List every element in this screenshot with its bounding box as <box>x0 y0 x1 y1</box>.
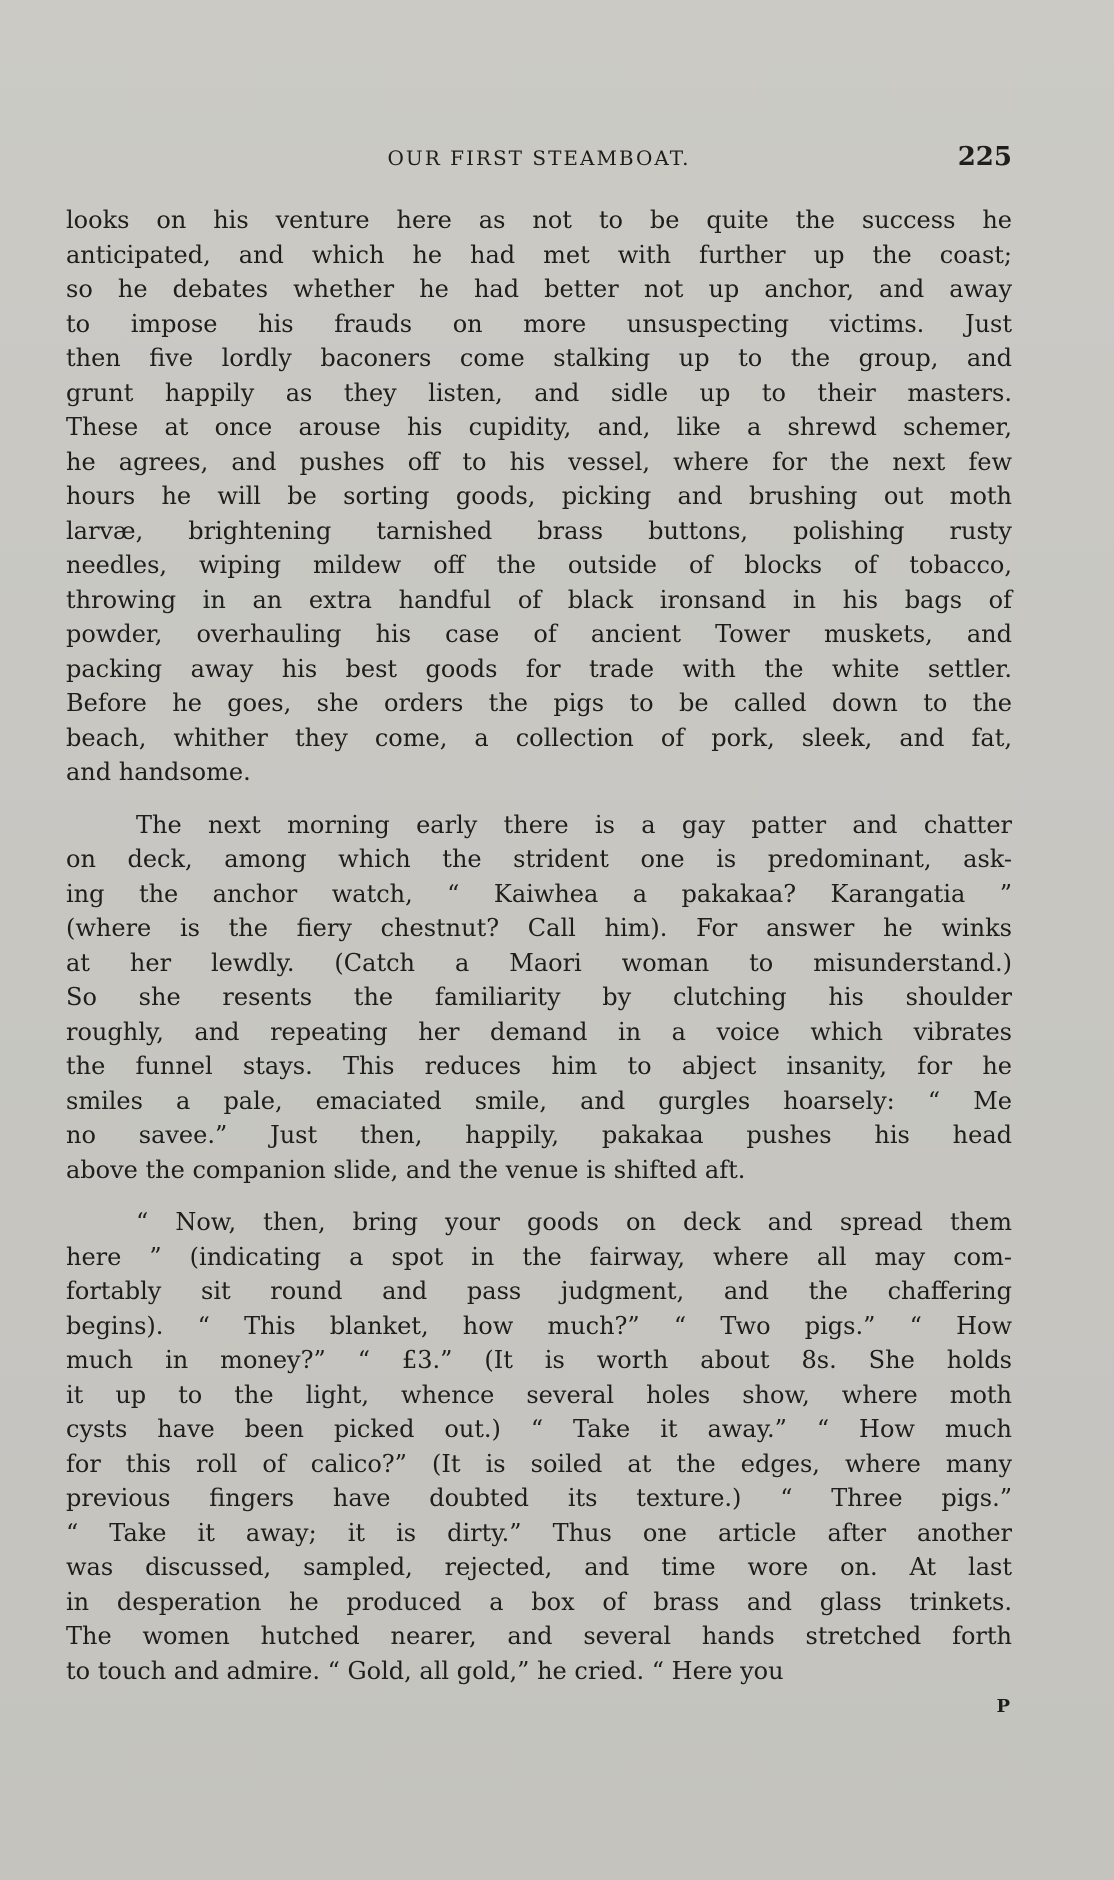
text-line: beach, whither they come, a collection of pork, sleek, and fat, <box>66 723 1012 752</box>
text-line: much in money?” “ £3.” (It is worth about 8s. She holds <box>66 1346 1012 1374</box>
paragraph <box>66 1205 1012 1688</box>
body-text <box>66 203 1012 1688</box>
text-line: packing away his best goods for trade with the white settler. <box>66 654 1012 683</box>
text-line: was discussed, sampled, rejected, and time wore on. At last <box>66 1553 1012 1581</box>
text-line: The women hutched nearer, and several hands stretched forth <box>66 1622 1012 1650</box>
text-line: for this roll of calico?” (It is soiled at the edges, where many <box>66 1449 1012 1478</box>
text-line: powder, overhauling his case of ancient Tower muskets, and <box>66 620 1012 648</box>
text-line: roughly, and repeating her demand in a voice which vibrates <box>66 1017 1012 1046</box>
text-line: to touch and admire. “ Gold, all gold,” he cried. “ Here you <box>66 1656 784 1685</box>
text-line: to impose his frauds on more unsuspecting victims. Just <box>66 309 1012 338</box>
running-title: OUR FIRST STEAMBOAT. <box>387 146 691 170</box>
text-line: in desperation he produced a box of brass and glass trinkets. <box>66 1587 1012 1616</box>
text-line: So she resents the familiarity by clutching his shoulder <box>66 983 1012 1011</box>
text-line: looks on his venture here as not to be quite the success he <box>66 206 1012 234</box>
text-line: grunt happily as they listen, and sidle up to their masters. <box>66 378 1012 407</box>
text-line: here ” (indicating a spot in the fairway, where all may com- <box>66 1242 1012 1271</box>
paragraph <box>66 203 1012 790</box>
text-line: begins). “ This blanket, how much?” “ Two pigs.” “ How <box>66 1311 1012 1340</box>
text-line: hours he will be sorting goods, picking and brushing out moth <box>66 482 1012 510</box>
text-line: he agrees, and pushes off to his vessel, where for the next few <box>66 447 1012 476</box>
text-line: anticipated, and which he had met with further up the coast; <box>66 240 1012 269</box>
text-line: then five lordly baconers come stalking up to the group, and <box>66 344 1012 372</box>
text-line: “ Take it away; it is dirty.” Thus one article after another <box>66 1518 1012 1547</box>
text-line: The next morning early there is a gay patter and chatter <box>136 810 1012 839</box>
text-line: at her lewdly. (Catch a Maori woman to misunderstand.) <box>66 948 1012 977</box>
text-line: so he debates whether he had better not up anchor, and away <box>66 275 1012 303</box>
text-line: Before he goes, she orders the pigs to be called down to the <box>66 689 1012 717</box>
text-line: fortably sit round and pass judgment, and the chaffering <box>66 1277 1012 1305</box>
text-line: it up to the light, whence several holes show, where moth <box>66 1380 1012 1409</box>
paragraph-gap <box>66 1187 1012 1205</box>
running-head <box>66 142 1012 174</box>
text-line: and handsome. <box>66 758 251 786</box>
text-line: throwing in an extra handful of black ironsand in his bags of <box>66 585 1012 614</box>
text-line: ing the anchor watch, “ Kaiwhea a pakakaa? Karangatia ” <box>66 879 1012 908</box>
text-line: previous fingers have doubted its texture.) “ Three pigs.” <box>66 1484 1012 1512</box>
text-line: These at once arouse his cupidity, and, like a shrewd schemer, <box>66 413 1012 441</box>
text-line: no savee.” Just then, happily, pakakaa pushes his head <box>66 1121 1012 1149</box>
paragraph <box>66 808 1012 1188</box>
paragraph-gap <box>66 790 1012 808</box>
text-line: smiles a pale, emaciated smile, and gurgles hoarsely: “ Me <box>66 1086 1012 1115</box>
text-line: above the companion slide, and the venue is shifted aft. <box>66 1155 746 1184</box>
text-line: “ Now, then, bring your goods on deck and spread them <box>136 1208 1012 1236</box>
signature-mark: P <box>996 1696 1010 1717</box>
page-number: 225 <box>957 142 1012 172</box>
text-line: (where is the fiery chestnut? Call him). For answer he winks <box>66 914 1012 942</box>
text-line: cysts have been picked out.) “ Take it away.” “ How much <box>66 1415 1012 1443</box>
text-line: larvæ, brightening tarnished brass buttons, polishing rusty <box>66 516 1012 545</box>
text-line: on deck, among which the strident one is predominant, ask- <box>66 845 1012 873</box>
text-line: needles, wiping mildew off the outside of blocks of tobacco, <box>66 551 1012 579</box>
text-line: the funnel stays. This reduces him to abject insanity, for he <box>66 1052 1012 1080</box>
